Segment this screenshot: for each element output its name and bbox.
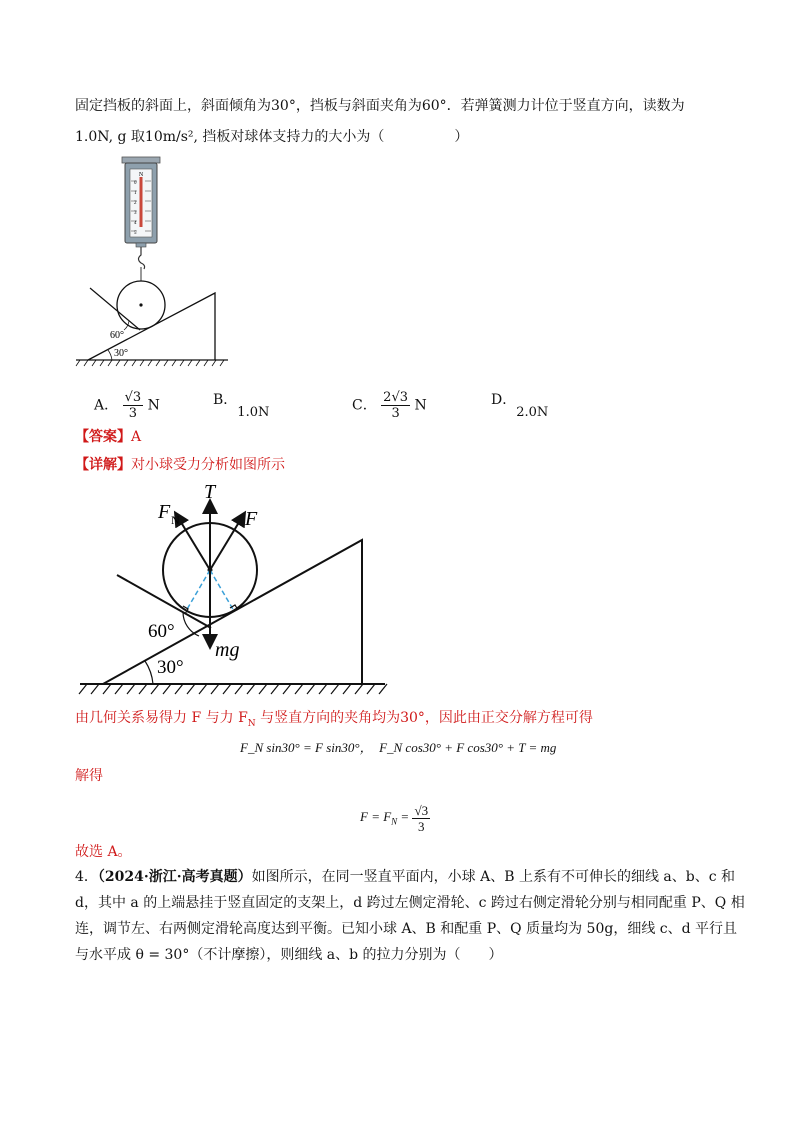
option-c-fraction [381, 390, 410, 421]
explanation-line1-subscript: N [247, 718, 256, 729]
question4-source: （2024·浙江·高考真题） [97, 869, 252, 885]
option-a-numerator: √3 [124, 390, 142, 405]
detail-text: 对小球受力分析如图所示 [131, 457, 285, 473]
answer-line [75, 427, 141, 447]
explanation-line1-tail: 与竖直方向的夹角均为30°，因此由正交分解方程可得 [255, 710, 593, 726]
option-d[interactable] [491, 390, 549, 420]
scale-mark-5: 5 [134, 231, 137, 236]
equation-2-fraction [412, 803, 430, 834]
equation-2-numerator: √3 [414, 802, 429, 818]
ground-hatching-2 [79, 684, 387, 694]
scale-mark-2: 2 [134, 201, 137, 206]
scale-bottom-cap [136, 243, 146, 247]
option-a-fraction [123, 390, 144, 421]
ball-center [139, 303, 142, 306]
ground-hatching [76, 360, 224, 366]
angle-label-60: 60° [110, 330, 124, 341]
scale-top-hook [122, 157, 160, 163]
scale-hook [139, 247, 145, 269]
question4-line4: 与水平成 θ = 30°（不计摩擦），则细线 a、b 的拉力分别为（ ） [75, 947, 503, 963]
answer-value: A [131, 429, 142, 445]
option-b-label: B． [213, 392, 238, 408]
label-T: T [204, 481, 216, 503]
option-b-value: 1.0N [237, 405, 270, 420]
question4-number: 4． [75, 869, 98, 885]
scale-mark-3: 3 [134, 211, 137, 216]
detail-line [75, 455, 285, 475]
angle-label-30: 30° [114, 348, 128, 359]
option-c-numerator: 2√3 [383, 390, 408, 405]
angle-arc-30-2 [145, 661, 153, 684]
scale-unit-label: N [138, 172, 144, 178]
question3-text-line2: 1.0N, g 取10m/s², 挡板对球体支持力的大小为（ ） [75, 129, 469, 145]
question4-line3: 连，调节左、右两侧定滑轮高度达到平衡。已知小球 A、B 和配重 P、Q 质量均为 50g，细线 c、d 平行且 [75, 921, 738, 937]
equation-2 [360, 800, 430, 839]
radius-to-baffle [186, 570, 210, 611]
equation-2-lhs: F = F [360, 809, 392, 824]
radius-to-incline [210, 570, 234, 611]
option-b[interactable] [213, 390, 270, 420]
option-a-denominator: 3 [128, 406, 137, 421]
option-c-unit: N [414, 397, 427, 414]
angle-arc-30 [108, 350, 112, 360]
question4-line1-text: 如图所示，在同一竖直平面内，小球 A、B 上系有不可伸长的细线 a、b、c 和 [251, 869, 735, 885]
conclusion: 故选 A。 [75, 844, 132, 860]
option-c-denominator: 3 [391, 406, 400, 421]
angle-label-30-2: 30° [157, 657, 184, 678]
option-a-label: A． [94, 397, 119, 414]
equation-2-denominator: 3 [418, 818, 425, 834]
explanation-line1-text: 由几何关系易得力 F 与力 F [75, 710, 248, 726]
question4-line2: d，其中 a 的上端悬挂于竖直固定的支架上，d 跨过左侧定滑轮、c 跨过右侧定滑轮分别与相同配重 P、Q 相 [75, 895, 745, 911]
scale-indicator [140, 177, 143, 227]
option-c-label: C． [352, 397, 377, 414]
figure-force-analysis [75, 478, 395, 703]
explanation-line1 [75, 708, 593, 734]
angle-label-60-2: 60° [148, 621, 175, 642]
label-FN-subscript: N [171, 513, 180, 527]
solve-label: 解得 [75, 768, 103, 784]
detail-tag: 【详解】 [75, 457, 131, 473]
equation-2-subscript: N [391, 816, 398, 827]
label-mg: mg [215, 639, 240, 661]
option-d-label: D． [491, 392, 517, 408]
option-d-value: 2.0N [516, 405, 549, 420]
equation-2-equals: = [397, 809, 413, 824]
option-c[interactable] [352, 390, 427, 421]
equation-1: F_N sin30° = F sin30°， F_N cos30° + F cos30° + T = mg [240, 740, 557, 755]
option-a-unit: N [147, 397, 160, 414]
scale-mark-1: 1 [134, 191, 137, 196]
option-a[interactable] [94, 390, 160, 421]
answer-tag: 【答案】 [75, 429, 131, 445]
figure-spring-scale-incline [70, 155, 260, 370]
question3-text-line1: 固定挡板的斜面上，斜面倾角为30°，挡板与斜面夹角为60°．若弹簧测力计位于竖直方向，读数为 [75, 98, 685, 114]
scale-mark-4: 4 [134, 221, 137, 226]
question4-line1 [75, 867, 735, 887]
scale-mark-0: 0 [134, 181, 137, 186]
label-FN: F [158, 501, 171, 523]
label-F: F [245, 508, 258, 530]
